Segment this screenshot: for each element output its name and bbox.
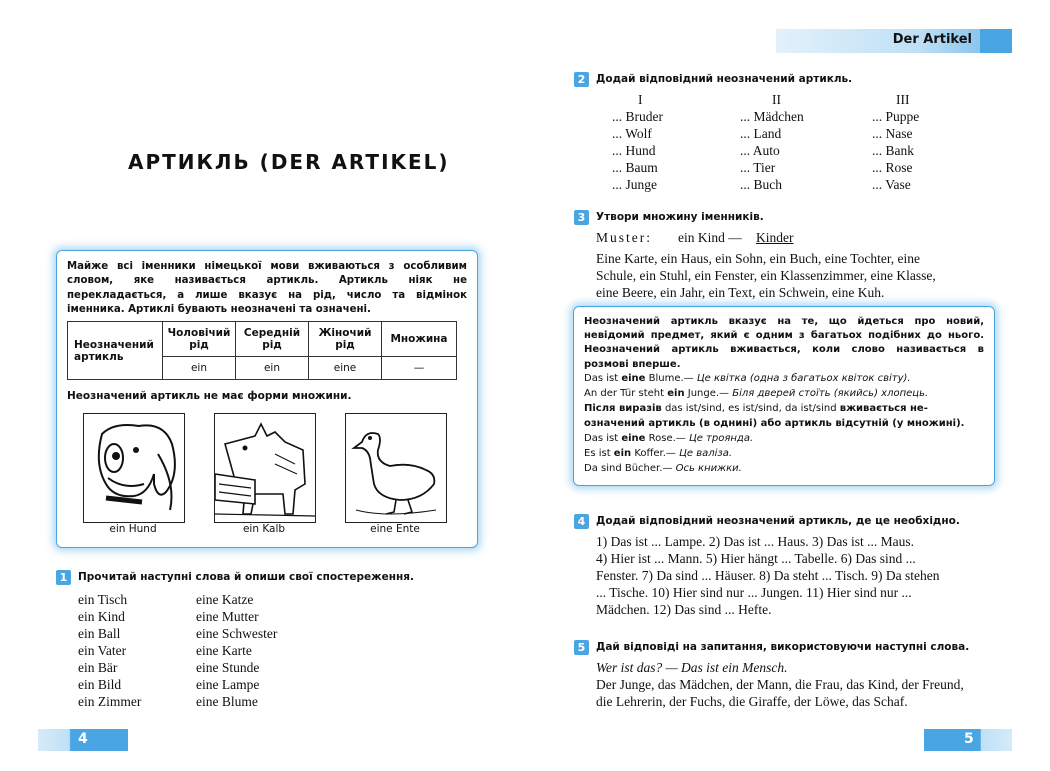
exercise-line: Eine Karte, ein Haus, ein Sohn, ein Buch, eine Tochter, eine [596,251,921,266]
list-item: ... Rose [872,160,913,175]
list-item: ein Ball [78,626,121,641]
list-item: ... Junge [612,177,657,192]
table-cell: ein [163,357,236,380]
table-header: Жіночий рід [309,322,382,357]
column-header: I [638,92,643,107]
task-number-badge: 5 [574,640,589,655]
list-item: ... Mädchen [740,109,804,124]
list-item: ein Vater [78,643,127,658]
list-item: eine Schwester [196,626,278,641]
section-header-tab [776,29,1012,53]
exercise-line: die Lehrerin, der Fuchs, die Giraffe, der Löwe, das Schaf. [596,694,908,709]
page-number-right-label: 5 [964,731,974,747]
list-item: ... Buch [740,177,782,192]
rule-box-articles [56,250,478,548]
caption-hund: ein Hund [109,523,157,535]
duck-illustration [345,413,447,523]
table-header: Середній рід [236,322,309,357]
example-text: ein Kind — [678,230,742,245]
example-line: Es ist ein Koffer.— Це валіза. [584,448,733,459]
column-header: III [896,92,910,107]
page-number-right [924,729,1012,751]
table-cell: ein [236,357,309,380]
list-item: ein Kind [78,609,125,624]
rule-box-indefinite-article [573,306,995,486]
list-item: ... Tier [740,160,776,175]
exercise-line: 1) Das ist ... Lampe. 2) Das ist ... Haus. 3) Das ist ... Maus. [596,534,914,549]
task-number-badge: 2 [574,72,589,87]
table-cell: — [382,357,457,380]
section-header-label: Der Artikel [892,32,972,47]
list-item: ... Bruder [612,109,663,124]
article-table [67,321,457,380]
exercise-line: 4) Hier ist ... Mann. 5) Hier hängt ... Tabelle. 6) Das sind ... [596,551,916,566]
calf-illustration [214,413,316,523]
list-item: ... Puppe [872,109,920,124]
example-answer: Kinder [756,230,794,245]
exercise-line: ... Tische. 10) Hier sind nur ... Jungen. 11) Hier sind nur ... [596,585,912,600]
example-label: Muster: [596,230,652,245]
exercise-line: Fenster. 7) Da sind ... Häuser. 8) Da steht ... Tisch. 9) Da stehen [596,568,940,583]
list-item: ... Bank [872,143,914,158]
table-row-header: Неозначений артикль [68,322,163,380]
task-number-badge: 3 [574,210,589,225]
list-item: ein Bild [78,677,122,692]
exercise-line: Der Junge, das Mädchen, der Mann, die Frau, das Kind, der Freund, [596,677,964,692]
exercise-line: eine Beere, ein Jahr, ein Text, ein Schwein, eine Kuh. [596,285,885,300]
caption-kalb: ein Kalb [242,523,286,535]
list-item: ein Zimmer [78,694,142,709]
task-instruction: Дай відповіді на запитання, використовуючи наступні слова. [596,641,970,653]
list-item: ... Nase [872,126,913,141]
example-line: Das ist eine Rose.— Це троянда. [584,433,754,444]
column-header: II [772,92,781,107]
list-item: eine Stunde [196,660,260,675]
task-number-badge: 1 [56,570,71,585]
list-item: ein Bär [78,660,118,675]
list-item: eine Karte [196,643,252,658]
table-cell: eine [309,357,382,380]
list-item: eine Katze [196,592,254,607]
table-header: Чоловічий рід [163,322,236,357]
rule-line: Після виразів das ist/sind, es ist/sind, da ist/sind вживається не- [584,403,928,414]
list-item: ... Auto [740,143,780,158]
table-header: Множина [382,322,457,357]
list-item: ... Land [740,126,782,141]
exercise-line: Schule, ein Stuhl, ein Fenster, ein Klassenzimmer, eine Klasse, [596,268,936,283]
list-item: eine Lampe [196,677,260,692]
example-line: Das ist eine Blume.— Це квітка (одна з багатьох квіток світу). [584,373,911,384]
task-instruction: Утвори множину іменників. [596,211,764,223]
example-line: An der Tür steht ein Junge.— Біля дверей стоїть (якийсь) хлопець. [584,388,929,399]
page-number-left [38,729,128,751]
list-item: ... Baum [612,160,658,175]
dog-illustration [83,413,185,523]
example-line: Da sind Bücher.— Ось книжки. [584,463,742,474]
caption-ente: eine Ente [370,523,420,535]
list-item: eine Mutter [196,609,259,624]
task-number-badge: 4 [574,514,589,529]
task-instruction: Додай відповідний неозначений артикль, де це необхідно. [596,515,960,527]
page-title: АРТИКЛЬ (DER ARTIKEL) [128,150,450,174]
list-item: eine Blume [196,694,258,709]
rule-line: означений артикль (в однині) або артикль відсутній (у множині). [584,418,965,429]
rule-text: Майже всі іменники німецької мови вживаються з особливим словом, яке називається артикль. Артикль ніяк не перекладається, а лише вказує на рід, число та відмінок іменника. Артиклі бувають неозначені та означені. [67,261,467,315]
list-item: ... Wolf [612,126,652,141]
page-number-left-label: 4 [78,731,88,747]
task-instruction: Додай відповідний неозначений артикль. [596,73,853,85]
rule-text: Неозначений артикль вказує на те, що йдеться про новий, невідомий предмет, який є одним з багатьох подібних до нього. Неозначений артикль вживається, коли слово називається в розмові вперше. [584,316,984,370]
task-instruction: Прочитай наступні слова й опиши свої спостереження. [78,571,414,583]
rule-note: Неозначений артикль не має форми множини. [67,390,352,402]
list-item: ... Hund [612,143,656,158]
exercise-line: Mädchen. 12) Das sind ... Hefte. [596,602,772,617]
header-tab-marker [980,29,1012,53]
list-item: ein Tisch [78,592,128,607]
list-item: ... Vase [872,177,911,192]
example-text: Wer ist das? — Das ist ein Mensch. [596,660,788,675]
